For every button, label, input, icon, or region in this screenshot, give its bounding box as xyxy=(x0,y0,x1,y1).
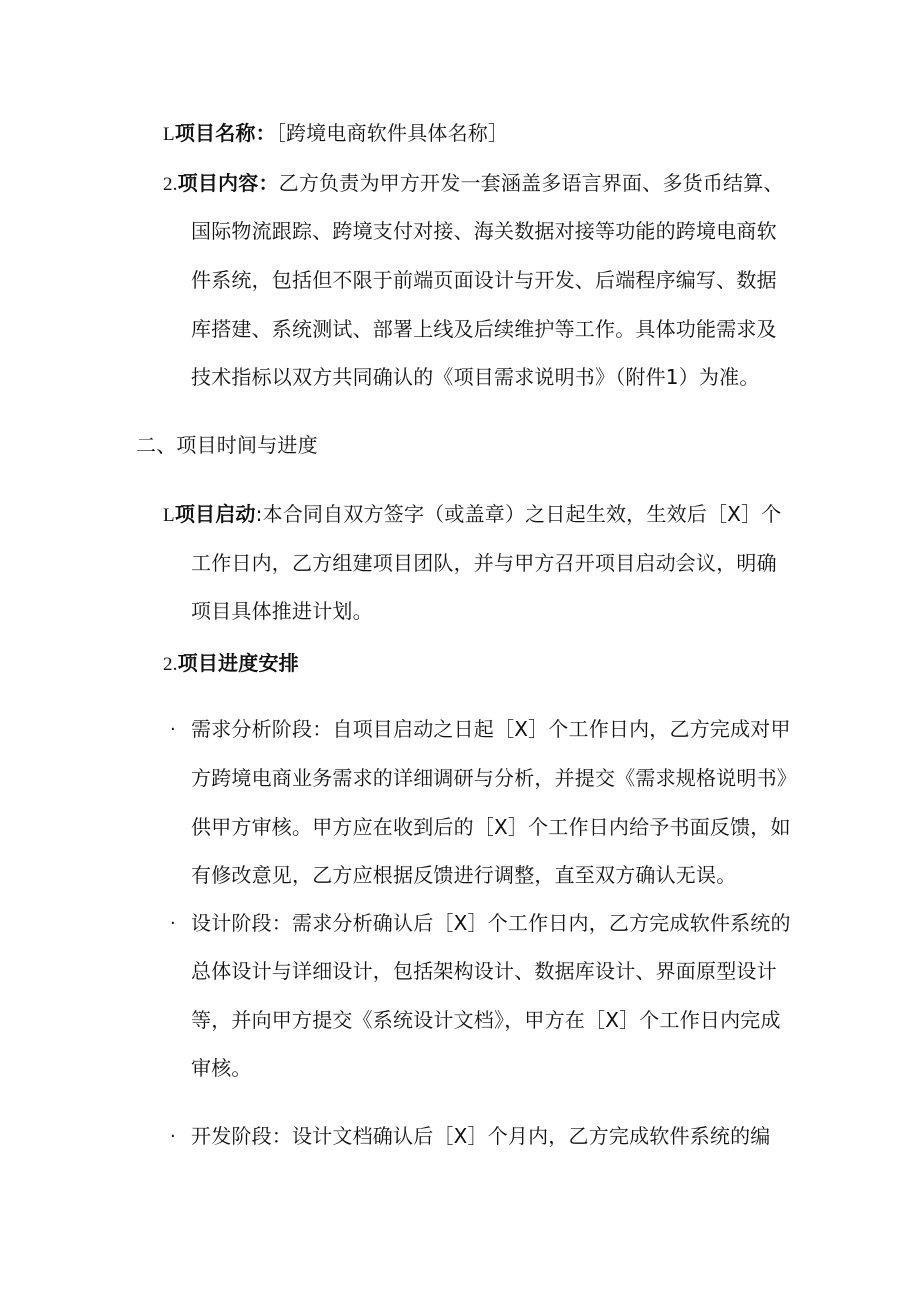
project-content-line: 库搭建、系统测试、部署上线及后续维护等工作。具体功能需求及 xyxy=(191,317,777,341)
section-heading: 二、项目时间与进度 xyxy=(136,433,318,457)
bullet-line: 需求分析阶段：自项目启动之日起［X］个工作日内，乙方完成对甲 xyxy=(191,717,791,741)
item-number: L xyxy=(163,505,175,526)
project-start-line: 工作日内，乙方组建项目团队，并与甲方召开项目启动会议，明确 xyxy=(191,551,777,575)
bullet-marker: · xyxy=(170,1126,176,1147)
project-name-item xyxy=(163,120,508,148)
bullet-marker: · xyxy=(170,913,176,934)
bullet-line: 审核。 xyxy=(191,1056,252,1080)
bullet-line: 开发阶段：设计文档确认后［X］个月内，乙方完成软件系统的编 xyxy=(191,1124,771,1148)
project-start-item xyxy=(163,501,781,529)
item-number: 2. xyxy=(163,654,178,675)
project-content-item xyxy=(163,170,784,198)
schedule-item xyxy=(163,650,299,678)
project-start-label: 项目启动 xyxy=(174,502,256,526)
bullet-line: 设计阶段：需求分析确认后［X］个工作日内，乙方完成软件系统的 xyxy=(191,911,791,935)
project-content-line: 技术指标以双方共同确认的《项目需求说明书》（附件1）为准。 xyxy=(191,365,760,389)
schedule-label: 项目进度安排 xyxy=(177,651,299,675)
item-number: L xyxy=(163,124,175,145)
project-content-line: 乙方负责为甲方开发一套涵盖多语言界面、多货币结算、 xyxy=(278,171,784,195)
bullet-line: 方跨境电商业务需求的详细调研与分析，并提交《需求规格说明书》 xyxy=(191,766,797,790)
bullet-line: 总体设计与详细设计，包括架构设计、数据库设计、界面原型设计 xyxy=(191,959,777,983)
bullet-line: 有修改意见，乙方应根据反馈进行调整，直至双方确认无误。 xyxy=(191,863,737,887)
bullet-line: 供甲方审核。甲方应在收到后的［X］个工作日内给予书面反馈，如 xyxy=(191,815,791,839)
bullet-line: 等，并向甲方提交《系统设计文档》，甲方在［X］个工作日内完成 xyxy=(191,1008,781,1032)
project-name-value: ［跨境电商软件具体名称］ xyxy=(275,121,509,145)
project-content-line: 国际物流跟踪、跨境支付对接、海关数据对接等功能的跨境电商软 xyxy=(191,219,777,243)
project-content-line: 件系统，包括但不限于前端页面设计与开发、后端程序编写、数据 xyxy=(191,268,777,292)
project-name-label: 项目名称： xyxy=(174,121,276,145)
project-start-line: 项目具体推进计划。 xyxy=(191,599,373,623)
project-content-label: 项目内容： xyxy=(177,171,279,195)
project-start-line: :本合同自双方签字（或盖章）之日起生效，生效后［X］个 xyxy=(255,502,782,526)
item-number: 2. xyxy=(163,174,178,195)
bullet-marker: · xyxy=(170,719,176,740)
